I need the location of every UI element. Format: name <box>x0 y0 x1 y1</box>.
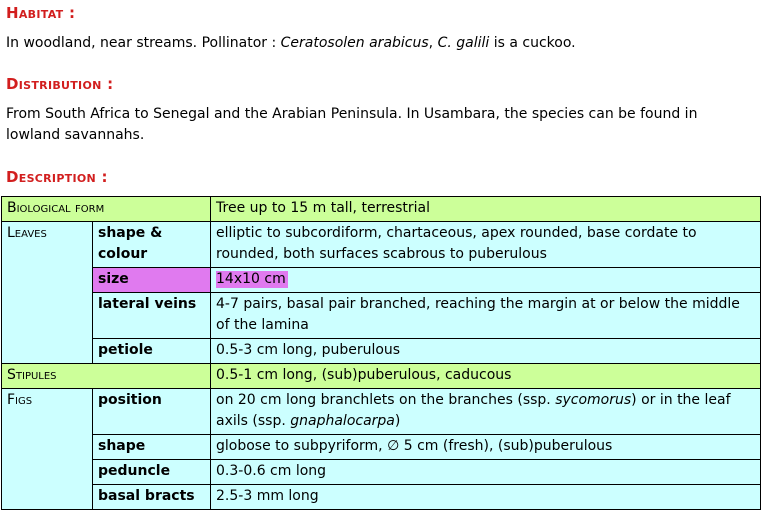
leaf-size-value-cell <box>211 268 761 293</box>
habitat-text-part: , <box>428 35 438 51</box>
cuckoo-species: C. galili <box>437 35 490 51</box>
fig-position-text: ) or in the leaf axils (ssp. <box>216 392 731 429</box>
description-table <box>1 196 761 510</box>
table-row <box>2 339 761 364</box>
biological-form-label: Biological form <box>2 197 211 222</box>
leaves-label: Leaves <box>2 222 93 364</box>
habitat-text-part: is a cuckoo. <box>489 35 576 51</box>
basal-bracts-value: 2.5-3 mm long <box>211 485 761 510</box>
distribution-text: From South Africa to Senegal and the Arabian Peninsula. In Usambara, the species can be found in lowland savannahs. <box>6 106 698 143</box>
distribution-heading: Distribution : <box>6 75 114 93</box>
table-row <box>2 197 761 222</box>
habitat-text <box>6 33 756 54</box>
lateral-veins-value: 4-7 pairs, basal pair branched, reaching the margin at or below the middle of the lamina <box>211 293 761 339</box>
pollinator-species: Ceratosolen arabicus <box>280 35 429 51</box>
fig-position-label: position <box>93 389 211 435</box>
leaf-size-value: 14x10 cm <box>216 271 286 287</box>
leaf-size-label: size <box>93 268 211 293</box>
fig-shape-label: shape <box>93 435 211 460</box>
subspecies-name: sycomorus <box>555 392 632 408</box>
petiole-label: petiole <box>93 339 211 364</box>
figs-label: Figs <box>2 389 93 510</box>
fig-position-text: ) <box>394 413 401 429</box>
table-row <box>2 222 761 268</box>
table-row <box>2 293 761 339</box>
petiole-value: 0.5-3 cm long, puberulous <box>211 339 761 364</box>
basal-bracts-label: basal bracts <box>93 485 211 510</box>
subspecies-name: gnaphalocarpa <box>290 413 395 429</box>
habitat-heading: Habitat : <box>6 4 76 22</box>
habitat-text-part: In woodland, near streams. Pollinator : <box>6 35 281 51</box>
peduncle-value: 0.3-0.6 cm long <box>211 460 761 485</box>
leaf-shape-colour-label: shape & colour <box>93 222 211 268</box>
description-heading: Description : <box>6 168 108 186</box>
lateral-veins-label: lateral veins <box>93 293 211 339</box>
biological-form-value: Tree up to 15 m tall, terrestrial <box>211 197 761 222</box>
fig-position-text: on 20 cm long branchlets on the branches (ssp. <box>216 392 556 408</box>
leaf-shape-colour-value: elliptic to subcordiform, chartaceous, apex rounded, base cordate to rounded, both surfaces scabrous to puberulous <box>211 222 761 268</box>
table-row <box>2 460 761 485</box>
table-row <box>2 389 761 435</box>
table-row <box>2 268 761 293</box>
table-row <box>2 485 761 510</box>
table-row <box>2 364 761 389</box>
fig-position-value <box>211 389 761 435</box>
stipules-value: 0.5-1 cm long, (sub)puberulous, caducous <box>211 364 761 389</box>
peduncle-label: peduncle <box>93 460 211 485</box>
stipules-label: Stipules <box>2 364 211 389</box>
fig-shape-value: globose to subpyriform, ∅ 5 cm (fresh), (sub)puberulous <box>211 435 761 460</box>
table-row <box>2 435 761 460</box>
